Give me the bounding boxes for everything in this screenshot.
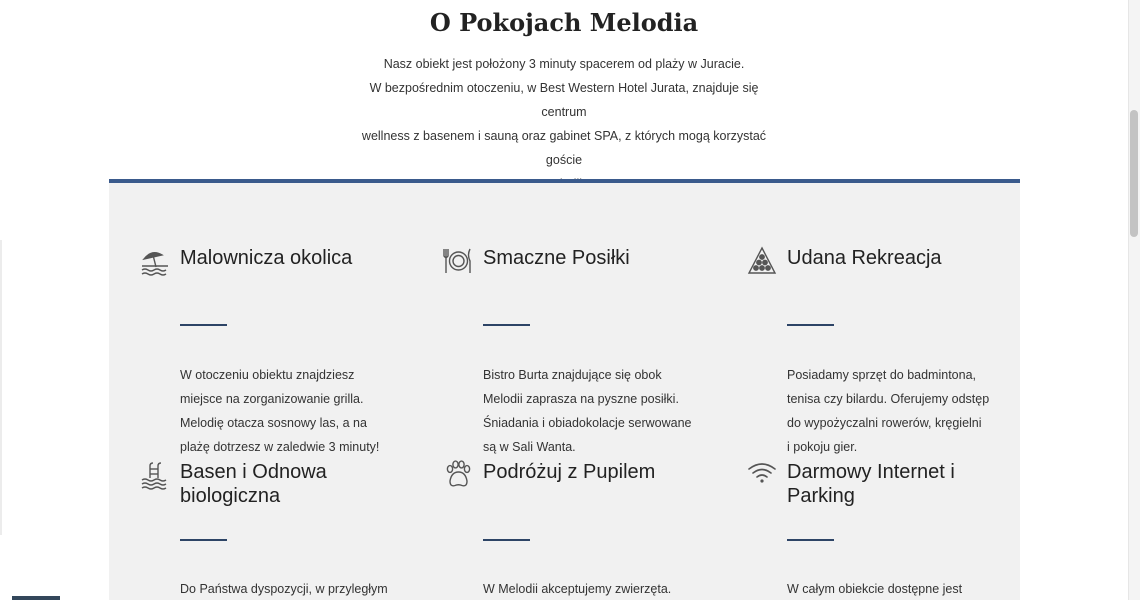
feature-text-line: Śniadania i obiadokolacje serwowane [483,416,692,430]
feature-text-line: Melodii zaprasza na pyszne posiłki. [483,392,679,406]
scrollbar-thumb[interactable] [1130,110,1138,237]
feature-text-line: Posiadamy sprzęt do badmintona, [787,368,976,382]
feature-divider [180,539,227,541]
feature-text-line: Melodię otacza sosnowy las, a na [180,416,367,430]
paw-icon [443,460,473,490]
feature-text-line: W całym obiekcie dostępne jest [787,582,963,596]
beach-umbrella-icon [140,246,170,276]
feature-text-line: są w Sali Wanta. [483,440,576,454]
left-edge-strip [0,240,2,535]
feature-text [180,363,385,459]
feature-text [787,577,1007,600]
feature-divider [787,324,834,326]
feature-divider [483,539,530,541]
feature-title: Malownicza okolica [180,247,353,269]
feature-text-line: Bistro Burta znajdujące się obok [483,368,662,382]
feature-divider [180,324,227,326]
intro-line: Nasz obiekt jest położony 3 minuty spacerem od plaży w Juracie. [383,57,745,71]
feature-title: Basen i Odnowa biologiczna [180,461,327,507]
back-to-top-button[interactable] [12,596,60,600]
feature-text-line: plażę dotrzesz w zaledwie 3 minuty! [180,440,380,454]
feature-text-line: tenisa czy bilardu. Oferujemy odstęp [787,392,990,406]
feature-title: Darmowy Internet i Parking [787,461,955,507]
feature-divider [787,539,834,541]
feature-text [787,363,997,459]
feature-title: Smaczne Posiłki [483,247,630,269]
feature-text [483,577,703,600]
plate-cutlery-icon [443,246,473,276]
billiard-triangle-icon [747,246,777,276]
feature-divider [483,324,530,326]
features-panel [109,179,1020,600]
feature-text-line: W Melodii akceptujemy zwierzęta. [483,582,672,596]
page-title: O Pokojach Melodia [429,8,699,37]
intro-line: W bezpośrednim otoczeniu, w Best Western Hotel Jurata, znajduje się centrum [369,81,759,119]
feature-title: Udana Rekreacja [787,247,942,269]
feature-text [180,577,400,600]
feature-text-line: Do Państwa dyspozycji, w przyległym [180,582,388,596]
feature-text-line: do wypożyczalni rowerów, kręgielni [787,416,982,430]
wifi-icon [747,460,777,490]
feature-text-line: W otoczeniu obiektu znajdziesz [180,368,355,382]
feature-text-line: i pokoju gier. [787,440,858,454]
feature-text-line: miejsce na zorganizowanie grilla. [180,392,364,406]
feature-text [483,363,693,459]
intro-text [350,52,778,196]
scrollbar-track[interactable] [1128,0,1140,600]
intro-line: wellness z basenem i sauną oraz gabinet SPA, z których mogą korzystać goście [361,129,767,167]
feature-title: Podróżuj z Pupilem [483,461,656,483]
pool-ladder-icon [140,460,170,490]
